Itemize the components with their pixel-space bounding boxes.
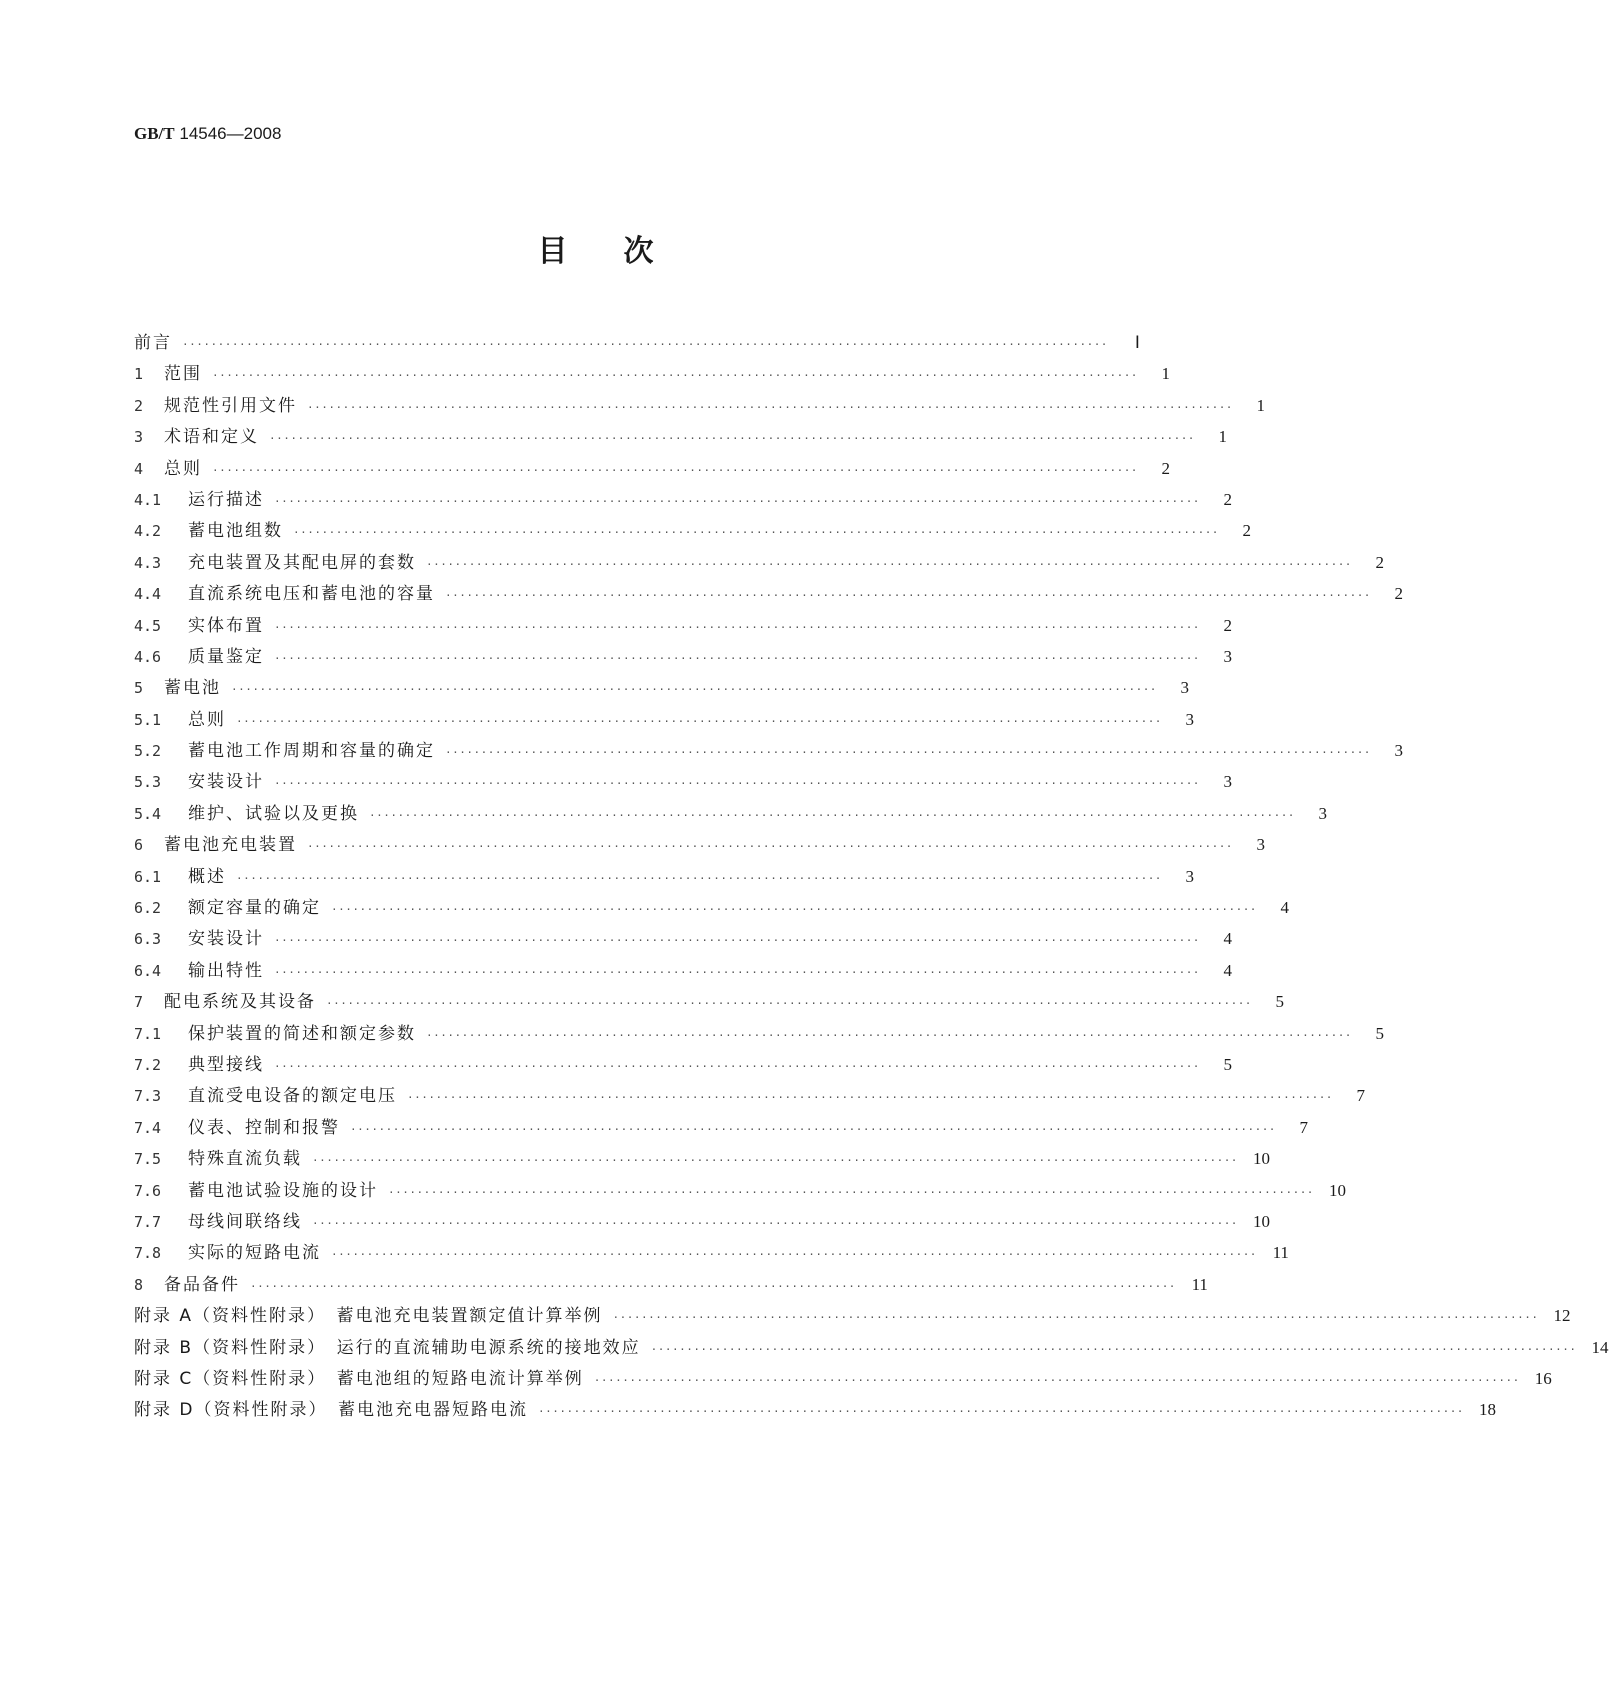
toc-dot-leader: ·································································································································· [388, 1185, 1314, 1199]
toc-entry-label: 配电系统及其设备 [164, 992, 316, 1013]
toc-entry-label: 附录 C（资料性附录） 蓄电池组的短路电流计算举例 [134, 1368, 584, 1389]
toc-entry-label: 维护、试验以及更换 [188, 803, 359, 824]
toc-entry-page: 5 [1375, 1023, 1384, 1043]
toc-entry[interactable] [134, 421, 1227, 452]
toc-entry[interactable] [134, 1175, 1346, 1206]
toc-entry-label: 术语和定义 [164, 427, 259, 448]
toc-entry-label: 额定容量的确定 [188, 898, 321, 919]
toc-entry-label: 保护装置的简述和额定参数 [188, 1023, 416, 1044]
toc-entry-label: 前言 [134, 333, 172, 353]
toc-entry[interactable] [134, 923, 1232, 954]
toc-dot-leader: ·································································································································· [269, 432, 1195, 446]
toc-entry-number: 5.3 [134, 773, 162, 792]
toc-dot-leader: ·································································································································· [331, 903, 1257, 917]
toc-dot-leader: ·································································································································· [426, 557, 1352, 571]
toc-entry-page: 11 [1272, 1243, 1289, 1263]
toc-dot-leader: ·································································································································· [593, 1373, 1520, 1387]
toc-dot-leader: ·································································································································· [236, 714, 1162, 728]
toc-dot-leader: ·································································································································· [331, 1248, 1257, 1262]
toc-entry-page: 1 [1161, 364, 1170, 384]
toc-entry-label: 仪表、控制和报警 [188, 1117, 340, 1138]
toc-entry-page: 2 [1161, 458, 1170, 478]
toc-entry-number: 4.2 [134, 522, 162, 541]
toc-entry-label: 总则 [164, 458, 202, 479]
toc-entry-page: 2 [1394, 584, 1403, 604]
toc-entry-page: 12 [1553, 1306, 1571, 1326]
toc-entry-label: 概述 [188, 866, 226, 887]
toc-dot-leader: ·································································································································· [274, 620, 1200, 634]
toc-entry-number: 6.3 [134, 930, 162, 949]
toc-entry-page: 10 [1252, 1211, 1270, 1231]
toc-dot-leader: ·································································································································· [612, 1311, 1539, 1325]
toc-entry-page: 2 [1375, 552, 1384, 572]
toc-entry[interactable] [134, 1363, 1552, 1394]
toc-entry-number: 6.1 [134, 867, 162, 886]
table-of-contents [134, 327, 1609, 1426]
toc-entry[interactable] [134, 1018, 1384, 1049]
toc-dot-leader: ·································································································································· [650, 1342, 1577, 1356]
toc-entry-number: 7.3 [134, 1087, 162, 1106]
toc-dot-leader: ·································································································································· [231, 683, 1157, 697]
page-title: 目次 [537, 234, 710, 269]
toc-entry[interactable] [134, 610, 1232, 641]
toc-entry-label: 范围 [164, 364, 202, 385]
toc-entry-label: 实体布置 [188, 615, 264, 636]
toc-dot-leader: ·································································································································· [212, 463, 1138, 477]
standard-number: 14546—2008 [179, 124, 282, 143]
toc-entry[interactable] [134, 484, 1232, 515]
toc-dot-leader: ·································································································································· [212, 369, 1138, 383]
toc-entry-label: 质量鉴定 [188, 646, 264, 667]
toc-entry-number: 5.1 [134, 710, 162, 729]
toc-entry[interactable] [134, 829, 1265, 860]
toc-entry-label: 实际的短路电流 [188, 1243, 321, 1264]
toc-entry-page: 3 [1185, 866, 1194, 886]
toc-entry[interactable] [134, 390, 1265, 421]
toc-dot-leader: ·································································································································· [445, 589, 1371, 603]
toc-entry-page: 2 [1242, 521, 1251, 541]
toc-entry-number: 5 [134, 679, 144, 698]
toc-entry-label: 典型接线 [188, 1054, 264, 1075]
toc-entry-page: 4 [1223, 960, 1232, 980]
toc-entry-page: 3 [1318, 803, 1327, 823]
toc-entry-page: Ⅰ [1134, 333, 1140, 352]
toc-entry-label: 附录 D（资料性附录） 蓄电池充电器短路电流 [134, 1400, 528, 1421]
toc-entry[interactable] [134, 798, 1327, 829]
toc-entry[interactable] [134, 704, 1194, 735]
toc-entry-number: 4.1 [134, 490, 162, 509]
toc-dot-leader: ·································································································································· [274, 494, 1200, 508]
toc-entry-page: 1 [1218, 427, 1227, 447]
toc-dot-leader: ·································································································································· [274, 965, 1200, 979]
toc-entry[interactable] [134, 578, 1403, 609]
toc-entry-label: 直流系统电压和蓄电池的容量 [188, 584, 435, 605]
toc-entry-label: 附录 A（资料性附录） 蓄电池充电装置额定值计算举例 [134, 1306, 603, 1327]
toc-entry-label: 安装设计 [188, 772, 264, 793]
toc-entry-number: 4.3 [134, 553, 162, 572]
toc-entry-label: 蓄电池试验设施的设计 [188, 1180, 378, 1201]
toc-entry-number: 4.6 [134, 647, 162, 666]
toc-entry-number: 7.8 [134, 1244, 162, 1263]
toc-dot-leader: ·································································································································· [307, 400, 1233, 414]
toc-entry[interactable] [134, 735, 1403, 766]
toc-entry-label: 总则 [188, 709, 226, 730]
toc-dot-leader: ·································································································································· [236, 871, 1162, 885]
toc-entry-number: 7.4 [134, 1118, 162, 1137]
toc-dot-leader: ·································································································································· [274, 934, 1200, 948]
toc-dot-leader: ·································································································································· [274, 777, 1200, 791]
toc-entry[interactable] [134, 515, 1251, 546]
toc-entry-page: 7 [1299, 1117, 1308, 1137]
toc-entry-number: 8 [134, 1275, 144, 1294]
toc-entry-number: 4 [134, 459, 144, 478]
toc-entry-number: 7.1 [134, 1024, 162, 1043]
toc-entry-page: 10 [1328, 1180, 1346, 1200]
toc-entry-page: 3 [1223, 772, 1232, 792]
toc-entry-page: 16 [1534, 1368, 1552, 1388]
toc-entry-number: 3 [134, 428, 144, 447]
toc-entry[interactable] [134, 1049, 1232, 1080]
toc-dot-leader: ·································································································································· [293, 526, 1219, 540]
toc-entry-page: 4 [1223, 929, 1232, 949]
toc-entry-page: 5 [1223, 1054, 1232, 1074]
toc-entry[interactable] [134, 986, 1284, 1017]
toc-entry[interactable] [134, 453, 1170, 484]
toc-entry-label: 安装设计 [188, 929, 264, 950]
toc-entry[interactable] [134, 1300, 1571, 1331]
toc-entry-page: 5 [1275, 992, 1284, 1012]
toc-entry-label: 蓄电池 [164, 678, 221, 699]
toc-entry[interactable] [134, 672, 1189, 703]
toc-dot-leader: ·································································································································· [307, 840, 1233, 854]
toc-entry-number: 7.6 [134, 1181, 162, 1200]
toc-dot-leader: ·································································································································· [312, 1216, 1238, 1230]
toc-entry-page: 10 [1252, 1149, 1270, 1169]
toc-entry[interactable] [134, 641, 1232, 672]
toc-dot-leader: ·································································································································· [426, 1028, 1352, 1042]
toc-entry-label: 蓄电池充电装置 [164, 835, 297, 856]
toc-entry-label: 备品备件 [164, 1274, 240, 1295]
toc-entry-label: 蓄电池工作周期和容量的确定 [188, 741, 435, 762]
toc-entry-page: 3 [1185, 709, 1194, 729]
toc-dot-leader: ·································································································································· [538, 1405, 1464, 1419]
toc-dot-leader: ·································································································································· [326, 997, 1252, 1011]
toc-entry-number: 6.2 [134, 899, 162, 918]
toc-dot-leader: ·································································································································· [250, 1279, 1176, 1293]
toc-dot-leader: ·································································································································· [445, 746, 1371, 760]
toc-entry-label: 附录 B（资料性附录） 运行的直流辅助电源系统的接地效应 [134, 1337, 641, 1358]
toc-entry[interactable] [134, 861, 1194, 892]
toc-entry[interactable] [134, 955, 1232, 986]
toc-entry[interactable] [134, 1237, 1289, 1268]
toc-entry-page: 18 [1478, 1400, 1496, 1420]
toc-dot-leader: ·································································································································· [312, 1154, 1238, 1168]
toc-entry-number: 7.7 [134, 1212, 162, 1231]
toc-entry[interactable] [134, 892, 1289, 923]
toc-entry[interactable] [134, 1143, 1270, 1174]
toc-dot-leader: ·································································································································· [369, 808, 1295, 822]
toc-entry-label: 直流受电设备的额定电压 [188, 1086, 397, 1107]
toc-entry-label: 母线间联络线 [188, 1211, 302, 1232]
toc-entry[interactable] [134, 1112, 1308, 1143]
standard-prefix: GB/T [134, 124, 175, 143]
toc-entry-label: 特殊直流负载 [188, 1149, 302, 1170]
toc-entry-page: 2 [1223, 489, 1232, 509]
toc-entry-number: 4.4 [134, 585, 162, 604]
toc-entry-page: 3 [1180, 678, 1189, 698]
toc-entry-page: 14 [1591, 1337, 1609, 1357]
toc-entry-number: 7 [134, 993, 144, 1012]
toc-dot-leader: ·································································································································· [182, 338, 1108, 351]
toc-entry-number: 7.5 [134, 1150, 162, 1169]
toc-entry[interactable] [134, 1206, 1270, 1237]
toc-entry-number: 6 [134, 836, 144, 855]
toc-entry-label: 运行描述 [188, 489, 264, 510]
toc-dot-leader: ·································································································································· [274, 651, 1200, 665]
toc-entry-page: 3 [1256, 835, 1265, 855]
toc-entry-page: 7 [1356, 1086, 1365, 1106]
toc-entry-page: 2 [1223, 615, 1232, 635]
toc-entry[interactable] [134, 766, 1232, 797]
toc-entry-number: 4.5 [134, 616, 162, 635]
toc-entry[interactable] [134, 327, 1140, 358]
toc-entry[interactable] [134, 1394, 1496, 1425]
toc-entry-number: 7.2 [134, 1055, 162, 1074]
toc-entry[interactable] [134, 1080, 1365, 1111]
toc-entry[interactable] [134, 1332, 1609, 1363]
toc-entry-number: 6.4 [134, 961, 162, 980]
toc-entry-label: 规范性引用文件 [164, 395, 297, 416]
toc-dot-leader: ·································································································································· [350, 1122, 1276, 1136]
toc-dot-leader: ·································································································································· [274, 1059, 1200, 1073]
toc-entry-number: 1 [134, 365, 144, 384]
toc-dot-leader: ·································································································································· [407, 1091, 1333, 1105]
toc-entry-label: 蓄电池组数 [188, 521, 283, 542]
document-standard-number [134, 124, 281, 144]
toc-entry-label: 充电装置及其配电屏的套数 [188, 552, 416, 573]
toc-entry-label: 输出特性 [188, 960, 264, 981]
toc-entry[interactable] [134, 358, 1170, 389]
toc-entry[interactable] [134, 547, 1384, 578]
toc-entry-page: 11 [1191, 1274, 1208, 1294]
toc-entry-number: 5.4 [134, 804, 162, 823]
toc-entry-number: 2 [134, 396, 144, 415]
toc-entry-page: 3 [1223, 646, 1232, 666]
toc-entry-page: 4 [1280, 898, 1289, 918]
toc-entry-number: 5.2 [134, 742, 162, 761]
toc-entry-page: 3 [1394, 741, 1403, 761]
toc-entry-page: 1 [1256, 395, 1265, 415]
toc-entry[interactable] [134, 1269, 1208, 1300]
